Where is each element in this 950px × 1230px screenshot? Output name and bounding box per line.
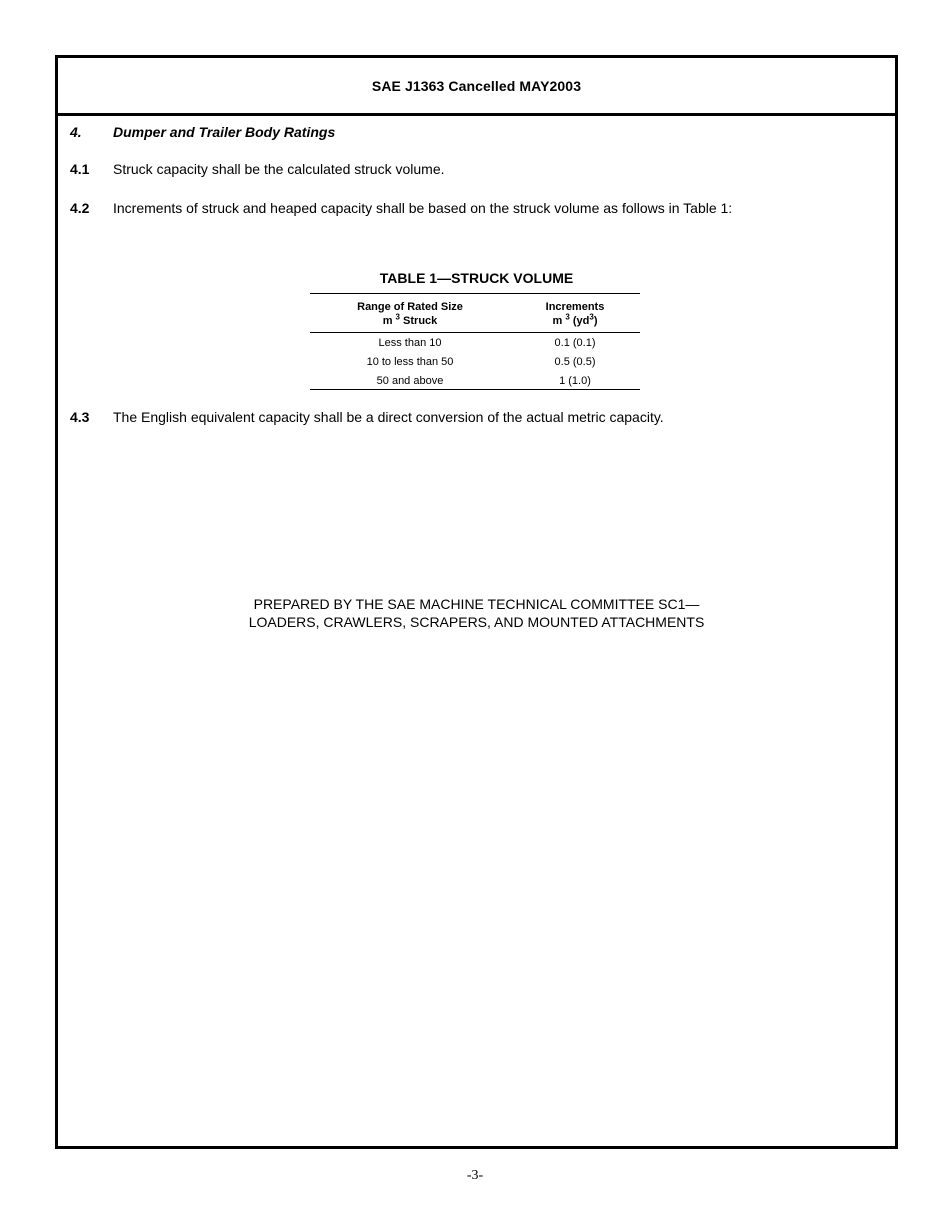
section-number: 4.	[70, 124, 82, 140]
table-title: TABLE 1—STRUCK VOLUME	[379, 270, 574, 286]
column-header-range	[310, 294, 510, 333]
header-unit-sup: 3	[395, 312, 400, 322]
cell-range: 50 and above	[310, 372, 510, 390]
table-row	[310, 353, 640, 372]
paragraph-4-2	[70, 200, 732, 216]
cell-increment: 1 (1.0)	[510, 372, 640, 390]
paragraph-4-3	[70, 409, 664, 425]
paragraph-4-1	[70, 161, 445, 177]
page-frame	[55, 55, 898, 1149]
header-unit-mid: (yd	[569, 315, 590, 327]
table-row	[310, 372, 640, 390]
header-unit-m: m	[382, 315, 393, 327]
prepared-by-note	[58, 595, 895, 631]
cell-range: 10 to less than 50	[366, 356, 454, 368]
cell-range: Less than 10	[378, 337, 442, 349]
section-title: Dumper and Trailer Body Ratings	[113, 124, 336, 140]
cell-increment: 0.5 (0.5)	[554, 356, 596, 368]
cell-increment: 0.1 (0.1)	[554, 337, 596, 349]
header-band	[58, 58, 895, 116]
table-row	[310, 333, 640, 354]
paragraph-text: The English equivalent capacity shall be a direct conversion of the actual metric capacity.	[113, 409, 664, 425]
table-header-row	[310, 294, 640, 333]
page-number: -3-	[466, 1168, 484, 1183]
paragraph-number: 4.1	[70, 161, 90, 177]
paragraph-number: 4.3	[70, 409, 90, 425]
paragraph-text: Increments of struck and heaped capacity shall be based on the struck volume as follows in Table 1:	[113, 200, 733, 216]
paragraph-text: Struck capacity shall be the calculated struck volume.	[113, 161, 445, 177]
paragraph-number: 4.2	[70, 200, 90, 216]
header-unit-suffix: )	[593, 315, 598, 327]
struck-volume-table	[310, 293, 640, 390]
header-unit-sup2: 3	[589, 312, 594, 322]
document-title: SAE J1363 Cancelled MAY2003	[371, 78, 582, 94]
header-line1: Range of Rated Size	[357, 301, 463, 313]
prepared-by-line2: LOADERS, CRAWLERS, SCRAPERS, AND MOUNTED ATTACHMENTS	[248, 614, 705, 630]
header-unit-suffix: Struck	[400, 315, 438, 327]
section-heading	[70, 124, 335, 140]
column-header-increments	[510, 294, 640, 333]
header-unit-m: m	[552, 315, 563, 327]
header-unit-sup: 3	[565, 312, 570, 322]
header-line1: Increments	[545, 301, 605, 313]
prepared-by-line1: PREPARED BY THE SAE MACHINE TECHNICAL COMMITTEE SC1—	[253, 596, 700, 612]
